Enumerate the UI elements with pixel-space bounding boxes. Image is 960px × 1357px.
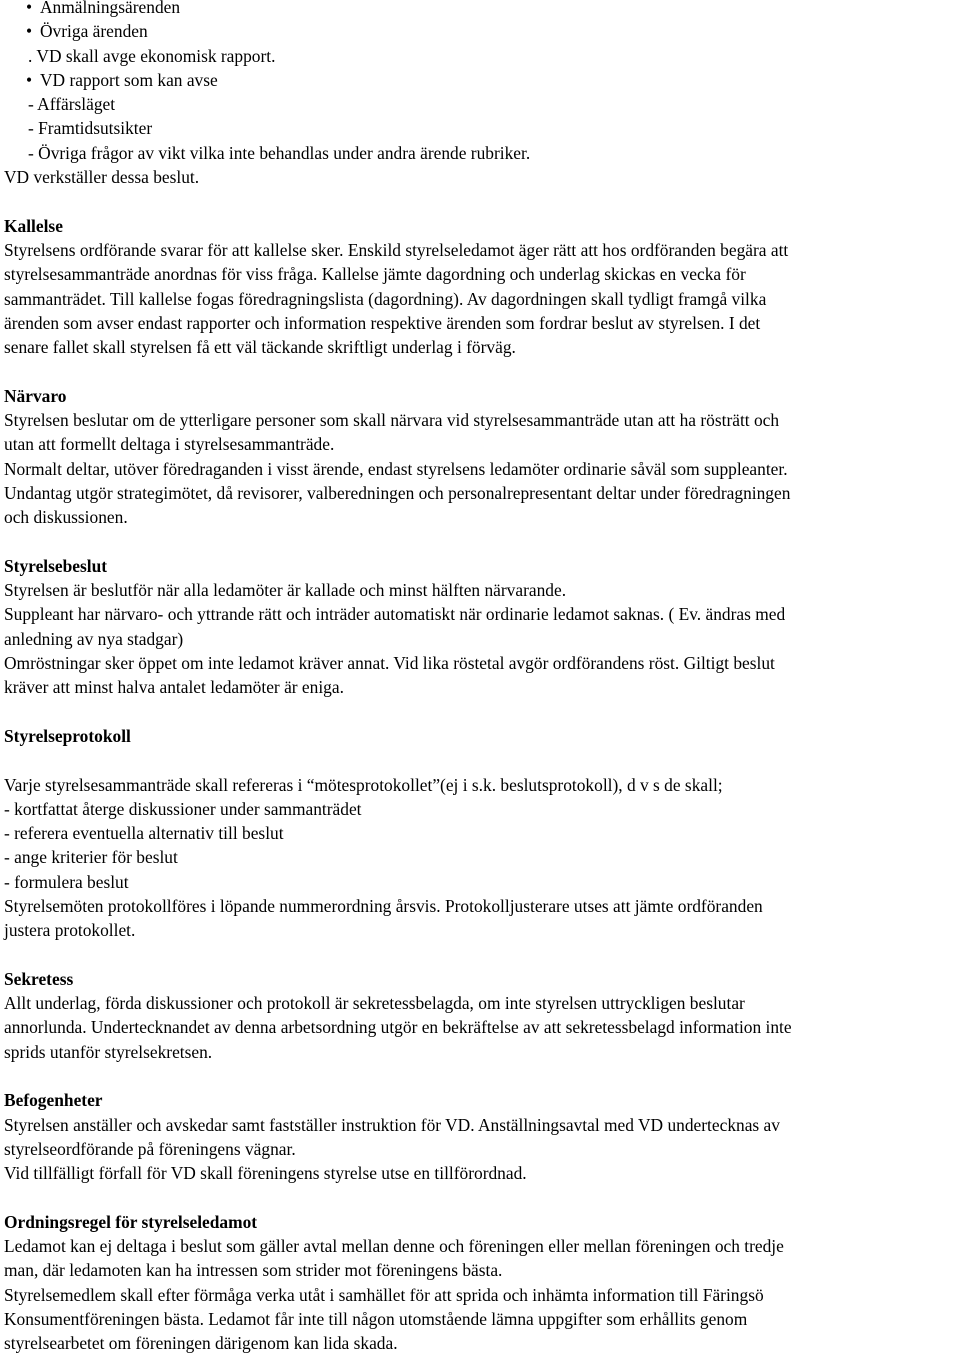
spacer <box>4 700 958 724</box>
paragraph-line: Styrelsen är beslutför när alla ledamöter är kallade och minst hälften närvarande. <box>4 580 567 601</box>
section-ordningsregel <box>4 1210 958 1356</box>
spacer <box>4 748 958 772</box>
section-heading: Kallelse <box>4 215 63 236</box>
paragraph-line: . VD skall avge ekonomisk rapport. <box>28 45 276 66</box>
paragraph-line: Allt underlag, förda diskussioner och protokoll är sekretessbelagda, om inte styrelsen uttryckligen beslutar <box>4 993 745 1014</box>
section-heading: Befogenheter <box>4 1090 103 1111</box>
spacer <box>4 1186 958 1210</box>
paragraph-line: - Framtidsutsikter <box>28 118 153 139</box>
paragraph-line: styrelsearbetet om föreningen därigenom kan lida skada. <box>4 1333 398 1354</box>
paragraph-line: sammanträdet. Till kallelse fogas föredragningslista (dagordning). Av dagordningen skall tydligt framgå vilka <box>4 288 767 309</box>
paragraph-line: Varje styrelsesammanträde skall refereras i “mötesprotokollet”(ej i s.k. beslutsprotokoll), d v s de skall; <box>4 774 723 795</box>
document-page <box>4 0 958 1356</box>
paragraph-line: Suppleant har närvaro- och yttrande rätt och inträder automatiskt när ordinarie ledamot saknas. ( Ev. ändras med <box>4 604 786 625</box>
dash-line <box>4 116 958 140</box>
paragraph-line: Undantag utgör strategimötet, då revisorer, valberedningen och personalrepresentant deltar under föredragningen <box>4 482 791 503</box>
section-heading: Styrelsebeslut <box>4 555 108 576</box>
bullet-text: Övriga ärenden <box>40 21 148 42</box>
paragraph-line: - kortfattat återge diskussioner under sammanträdet <box>4 798 362 819</box>
section-befogenheter <box>4 1088 958 1185</box>
dash-line <box>4 141 958 165</box>
spacer <box>4 1064 958 1088</box>
paragraph-line: Styrelsemedlem skall efter förmåga verka utåt i samhället för att sprida och inhämta information till Färingsö <box>4 1284 764 1305</box>
spacer <box>4 943 958 967</box>
bullet-item <box>4 68 958 92</box>
paragraph-line: Styrelsen beslutar om de ytterligare personer som skall närvara vid styrelsesammanträde utan att ha rösträtt och <box>4 410 780 431</box>
bullet-text: VD rapport som kan avse <box>40 69 218 90</box>
dash-line <box>4 92 958 116</box>
section-heading: Ordningsregel för styrelseledamot <box>4 1211 258 1232</box>
paragraph-line: - Affärsläget <box>28 94 116 115</box>
paragraph-line: - Övriga frågor av vikt vilka inte behandlas under andra ärende rubriker. <box>28 142 531 163</box>
paragraph-line: annorlunda. Undertecknandet av denna arbetsordning utgör en bekräftelse av att sekretessbelagd information inte <box>4 1017 792 1038</box>
paragraph-line: Styrelsens ordförande svarar för att kallelse sker. Enskild styrelseledamot äger rätt att hos ordföranden begära att <box>4 239 789 260</box>
section-narvaro <box>4 384 958 530</box>
vd-ekonomisk-line <box>4 44 958 68</box>
paragraph-line: - referera eventuella alternativ till beslut <box>4 823 284 844</box>
paragraph-line: senare fallet skall styrelsen få ett väl täckande skriftligt underlag i förväg. <box>4 337 516 358</box>
paragraph-line: man, där ledamoten kan ha intressen som strider mot föreningens bästa. <box>4 1260 503 1281</box>
intro-block <box>4 0 958 189</box>
section-kallelse <box>4 214 958 360</box>
spacer <box>4 359 958 383</box>
paragraph-line: styrelsesammanträde anordnas för viss fråga. Kallelse jämte dagordning och underlag skickas en vecka för <box>4 264 746 285</box>
section-heading: Sekretess <box>4 968 74 989</box>
paragraph-line: justera protokollet. <box>4 920 136 941</box>
paragraph-line: kräver att minst halva antalet ledamöter är eniga. <box>4 677 344 698</box>
paragraph-line: Omröstningar sker öppet om inte ledamot kräver annat. Vid lika röstetal avgör ordförandens röst. Giltigt beslut <box>4 653 775 674</box>
bullet-item <box>4 19 958 43</box>
paragraph-line: - ange kriterier för beslut <box>4 847 178 868</box>
paragraph-line: - formulera beslut <box>4 871 129 892</box>
section-heading: Närvaro <box>4 385 67 406</box>
section-styrelsebeslut <box>4 554 958 700</box>
paragraph-line: Styrelsen anställer och avskedar samt fastställer instruktion för VD. Anställningsavtal med VD undertecknas av <box>4 1114 780 1135</box>
paragraph-line: styrelseordförande på föreningens vägnar. <box>4 1138 296 1159</box>
paragraph-line: Konsumentföreningen bästa. Ledamot får inte till någon utomstående lämna uppgifter som erhållits genom <box>4 1309 748 1330</box>
bullet-item <box>4 0 958 19</box>
paragraph-line: VD verkställer dessa beslut. <box>4 167 200 188</box>
bullet-icon: • <box>26 69 33 90</box>
bullet-icon: • <box>26 0 33 17</box>
spacer <box>4 189 958 213</box>
paragraph-line: Normalt deltar, utöver föredraganden i visst ärende, endast styrelsens ledamöter ordinarie såväl som suppleanter. <box>4 458 788 479</box>
paragraph-line: Vid tillfälligt förfall för VD skall föreningens styrelse utse en tillförordnad. <box>4 1163 527 1184</box>
paragraph-line: sprids utanför styrelsekretsen. <box>4 1041 213 1062</box>
section-sekretess <box>4 967 958 1064</box>
paragraph-line: Ledamot kan ej deltaga i beslut som gäller avtal mellan denne och föreningen eller mellan föreningen och tredje <box>4 1236 784 1257</box>
paragraph-line: utan att formellt deltaga i styrelsesammanträde. <box>4 434 335 455</box>
bullet-icon: • <box>26 21 33 42</box>
spacer <box>4 530 958 554</box>
section-styrelseprotokoll <box>4 724 958 943</box>
paragraph-line: anledning av nya stadgar) <box>4 628 184 649</box>
section-heading: Styrelseprotokoll <box>4 725 131 746</box>
paragraph-line: ärenden som avser endast rapporter och information respektive ärenden som fordrar beslut av styrelsen. I det <box>4 312 761 333</box>
paragraph-line: Styrelsemöten protokollföres i löpande nummerordning årsvis. Protokolljusterare utses att jämte ordföranden <box>4 895 763 916</box>
paragraph-line: och diskussionen. <box>4 507 128 528</box>
bullet-text: Anmälningsärenden <box>40 0 181 17</box>
